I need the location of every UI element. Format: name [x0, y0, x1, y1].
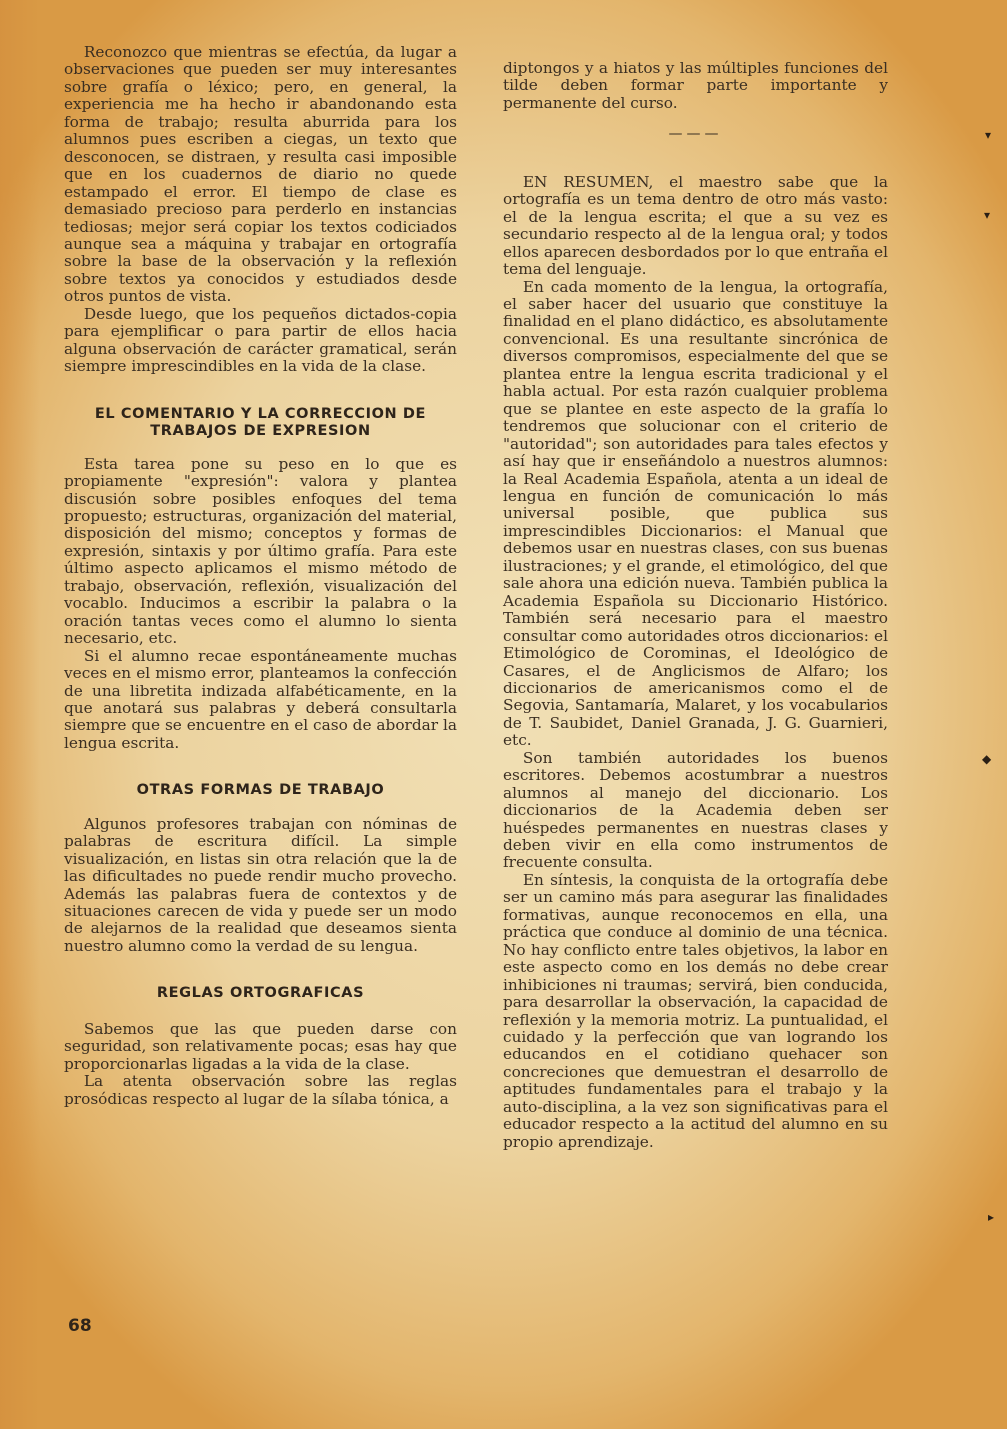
paragraph: diptongos y a hiatos y las múltiples funciones del tilde deben formar parte importante y permanente del curso. [503, 59, 888, 112]
paragraph: Reconozco que mientras se efectúa, da lugar a observaciones que pueden ser muy interesantes sobre grafía o léxico; pero, en general, la experiencia me ha hecho ir abandonando esta forma de trabajo; resulta aburrida para los alumnos pues escriben a ciegas, un texto que desconocen, se distraen, y resulta casi imposible que en los cuadernos de diario no quede estampado el error. El tiempo de clase es demasiado precioso para perderlo en instancias tediosas; mejor será copiar los textos codiciados aunque sea a máquina y trabajar en ortografía sobre la base de la observación y la reflexión sobre textos ya conocidos y estudiados desde otros puntos de vista. [64, 43, 457, 306]
paragraph: En cada momento de la lengua, la ortografía, el saber hacer del usuario que constituye la finalidad en el plano didáctico, es absolutamente convencional. Es una resultante sincrónica de diversos compromisos, especialmente del que se plantea entre la lengua escrita tradicional y el habla actual. Por esta razón cualquier problema que se plantee en este aspecto de la grafía lo tendremos que solucionar con el criterio de "autoridad"; son autoridades para tales efectos y así hay que ir enseñándolo a nuestros alumnos: la Real Academia Española, atenta a un ideal de lengua en función de comunicación lo más universal posible, que publica sus imprescindibles Diccionarios: el Manual que debemos usar en nuestras clases, con sus buenas ilustraciones; y el grande, el etimológico, del que sale ahora una edición nueva. También publica la Academia Española su Diccionario Histórico. También será necesario para el maestro consultar como autoridades otros diccionarios: el Etimológico de Corominas, el Ideológico de Casares, el de Anglicismos de Alfaro; los diccionarios de americanismos como el de Segovia, Santamaría, Malaret, y los vocabularios de T. Saubidet, Daniel Granada, J. G. Guarnieri, etc. [503, 277, 888, 750]
paragraph: Esta tarea pone su peso en lo que es propiamente "expresión": valora y plantea discusión sobre posibles enfoques del tema propuesto; estructuras, organización del material, disposición del mismo; conceptos y formas de expresión, sintaxis y por último grafía. Para este último aspecto aplicamos el mismo método de trabajo, observación, reflexión, visualización del vocablo. Inducimos a escribir la palabra o la oración tantas veces como el alumno lo sienta necesario, etc. [64, 454, 457, 648]
scan-speck: ◆ [982, 752, 992, 766]
page-edge-shadow [0, 0, 40, 1429]
scan-speck: ▸ [988, 1210, 995, 1224]
paragraph: Si el alumno recae espontáneamente muchas veces en el mismo error, planteamos la confección de una libretita indizada alfabéticamente, en la que anotará sus palabras y deberá consultarla siempre que se encuentre en el caso de abordar la lengua escrita. [64, 646, 457, 752]
scan-speck: ▾ [984, 208, 991, 222]
scan-speck: ▾ [985, 128, 992, 142]
paragraph: La atenta observación sobre las reglas prosódicas respecto al lugar de la sílaba tónica, a [64, 1072, 457, 1108]
section-separator: ——— [668, 126, 723, 143]
paragraph: En síntesis, la conquista de la ortografía debe ser un camino más para asegurar las finalidades formativas, aunque reconocemos en ella, una práctica que conduce al dominio de una técnica. No hay conflicto entre tales objetivos, la labor en este aspecto como en los demás no debe crear inhibiciones ni traumas; servirá, bien conducida, para desarrollar la observación, la capacidad de reflexión y la memoria motriz. La puntualidad, el cuidado y la perfección que van logrando los educandos en el cotidiano quehacer son concreciones que demuestran el desarrollo de aptitudes fundamentales para el trabajo y la auto-disciplina, a la vez son significativas para el educador respecto a la actitud del alumno en su propio aprendizaje. [503, 870, 888, 1151]
paragraph: Desde luego, que los pequeños dictados-copia para ejemplificar o para partir de ellos hacia alguna observación de carácter gramatical, serán siempre imprescindibles en la vida de la clase. [64, 304, 457, 376]
page-number: 68 [68, 1316, 92, 1336]
paragraph: EN RESUMEN, el maestro sabe que la ortografía es un tema dentro de otro más vasto: el de la lengua escrita; el que a su vez es secundario respecto al de la lengua oral; y todos ellos aparecen desbordados por lo que entraña el tema del lenguaje. [503, 172, 888, 279]
right-column [503, 60, 888, 1151]
section-heading: OTRAS FORMAS DE TRABAJO [136, 782, 385, 799]
paragraph: Sabemos que las que pueden darse con seguridad, son relativamente pocas; esas hay que proporcionarlas ligadas a la vida de la clase. [64, 1019, 457, 1073]
section-heading: REGLAS ORTOGRAFICAS [156, 985, 365, 1002]
heading-line: TRABAJOS DE EXPRESION [150, 422, 371, 439]
heading-line: EL COMENTARIO Y LA CORRECCION DE [94, 405, 427, 422]
section-heading [64, 406, 457, 440]
paragraph: Son también autoridades los buenos escritores. Debemos acostumbrar a nuestros alumnos al manejo del diccionario. Los diccionarios de la Academia deben ser huéspedes permanentes en nuestras clases y deben vivir en ella como instrumentos de frecuente consulta. [503, 748, 888, 872]
paragraph: Algunos profesores trabajan con nóminas de palabras de escritura difícil. La simple visualización, en listas sin otra relación que la de las dificultades no puede rendir mucho provecho. Además las palabras fuera de contextos y de situaciones carecen de vida y puede ser un modo de alejarnos de la realidad que deseamos sienta nuestro alumno como la verdad de su lengua. [64, 814, 457, 955]
left-column [64, 44, 457, 1108]
